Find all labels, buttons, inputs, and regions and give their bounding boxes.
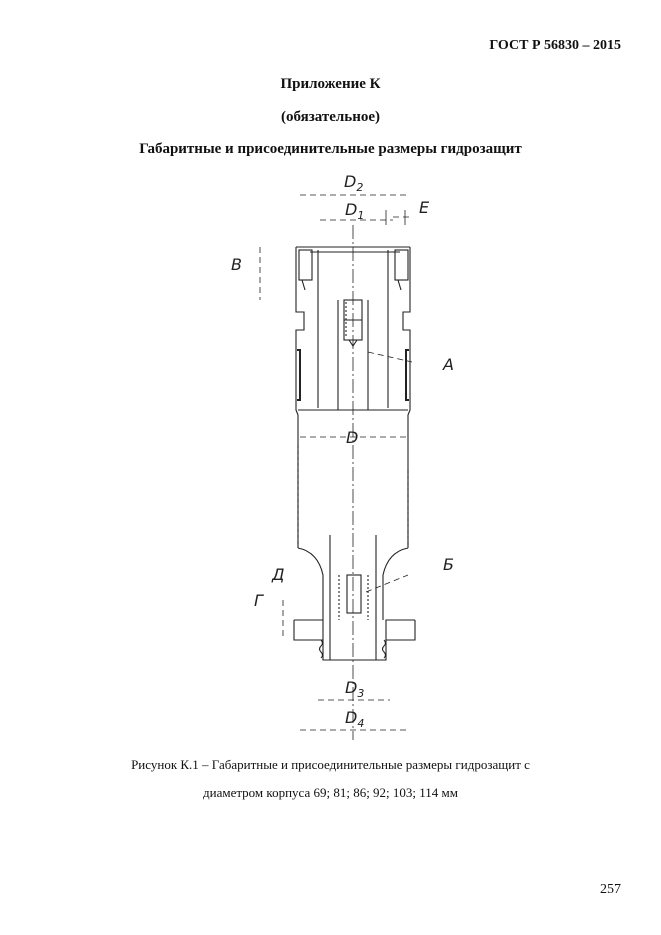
appendix-status: (обязательное) xyxy=(280,109,381,125)
figure-caption-line2: диаметром корпуса 69; 81; 86; 92; 103; 114 мм xyxy=(203,785,458,800)
standard-number: ГОСТ Р 56830 – 2015 xyxy=(489,38,621,53)
left-bolt-hole xyxy=(299,250,312,280)
label-b: B xyxy=(231,255,242,274)
technical-drawing xyxy=(0,160,661,750)
label-d: D xyxy=(346,428,359,447)
label-d3: $D_3$ xyxy=(345,678,365,700)
appendix-title: Приложение К xyxy=(280,76,381,92)
label-be: Б xyxy=(443,555,454,574)
housing-outline xyxy=(294,247,415,660)
label-ge: Г xyxy=(254,591,263,610)
figure-caption-line1: Рисунок К.1 – Габаритные и присоединительные размеры гидрозащит с xyxy=(131,757,530,772)
page-number: 257 xyxy=(600,882,621,897)
label-d1: $D_1$ xyxy=(345,200,365,222)
label-d4: $D_4$ xyxy=(345,708,365,730)
label-d2: $D_2$ xyxy=(344,172,364,194)
label-de: Д xyxy=(272,565,285,584)
label-e: E xyxy=(419,198,430,217)
label-a: A xyxy=(443,355,454,374)
appendix-heading: Габаритные и присоединительные размеры гидрозащит xyxy=(139,141,522,157)
right-bolt-hole xyxy=(395,250,408,280)
